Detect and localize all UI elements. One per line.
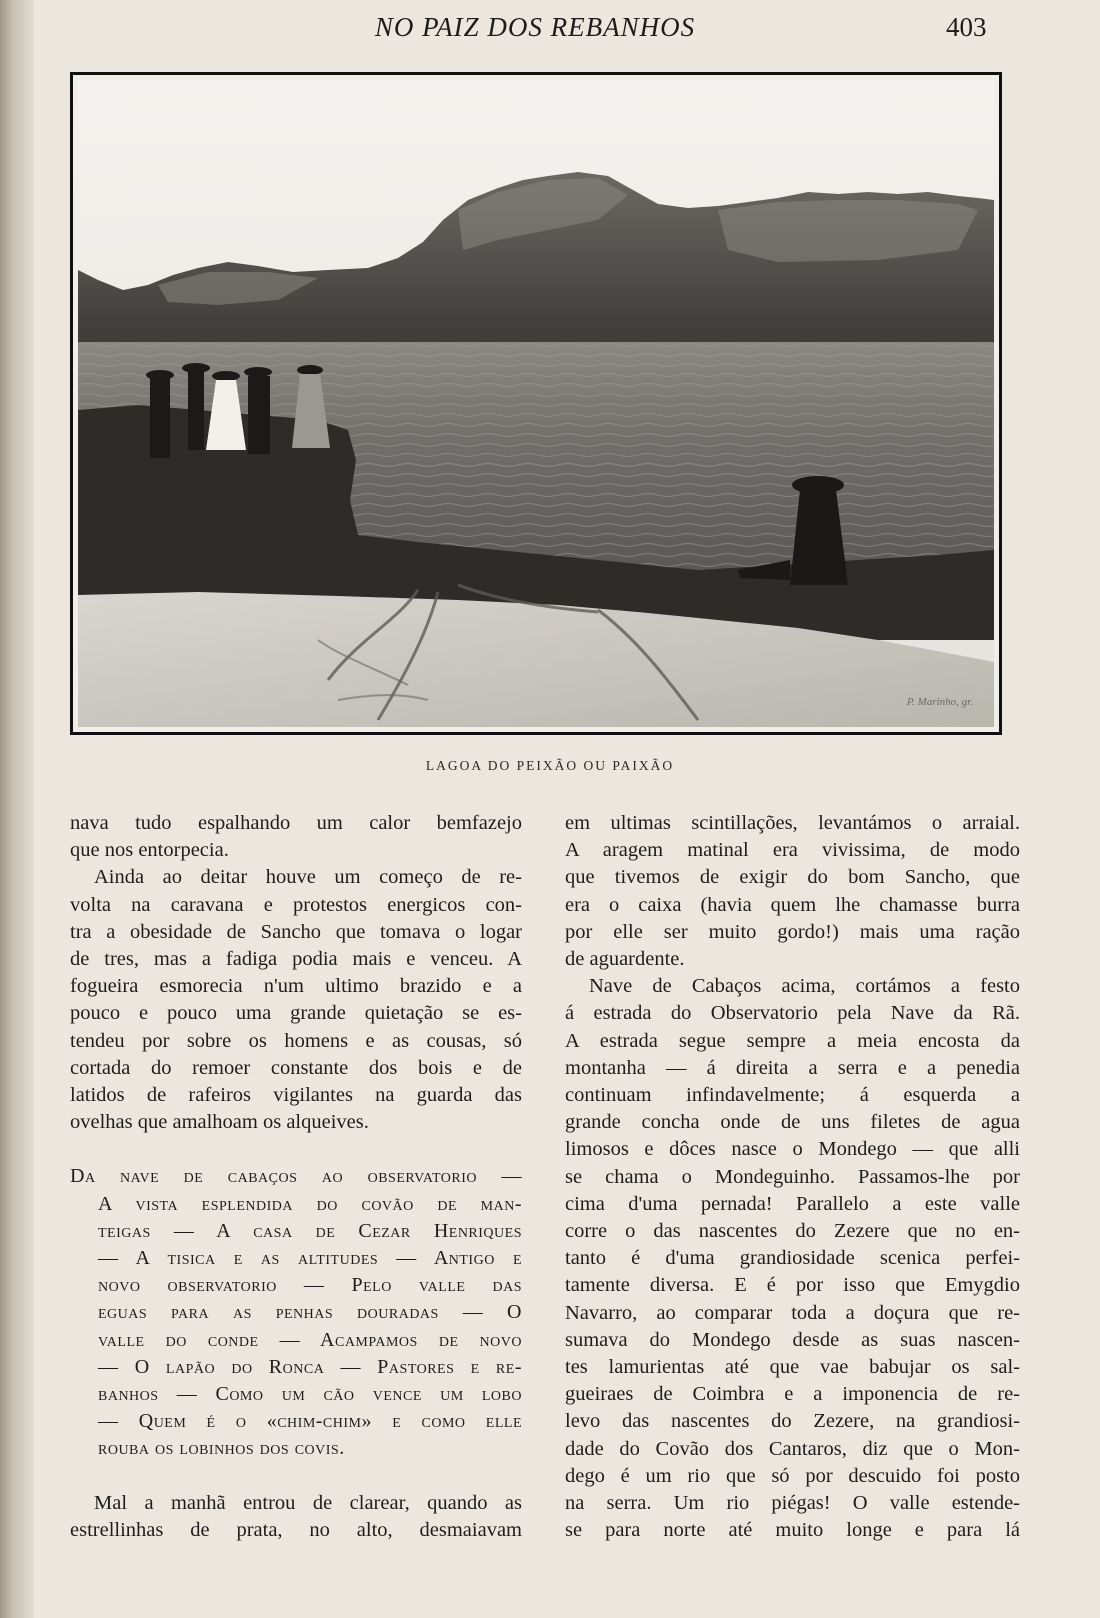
subhead-line: Da nave de cabaços ao observatorio — [70, 1165, 522, 1188]
right-paragraph-1 [565, 810, 1020, 973]
text-line: ovelhas que amalhoam os alqueives. [70, 1111, 369, 1134]
subhead-line: valle do conde — Acampamos de novo [98, 1328, 522, 1351]
right-paragraph-2 [565, 973, 1020, 1544]
running-header-title: NO PAIZ DOS REBANHOS [374, 12, 696, 42]
text-line: se chama o Mondeguinho. Passamos-lhe por [565, 1165, 1020, 1188]
lake-photograph [78, 80, 994, 727]
text-line: que tivemos de exigir do bom Sancho, que [565, 866, 1020, 889]
text-line: de tres, mas a fadiga podia mais e venceu. A [70, 948, 522, 971]
subhead-line: novo observatorio — Pelo valle das [98, 1274, 522, 1297]
far-shore-shadow [78, 328, 994, 342]
figure-caption: LAGOA DO PEIXÃO OU PAIXÃO [425, 758, 675, 773]
subhead-line: rouba os lobinhos dos covis. [98, 1437, 345, 1460]
text-line: A estrada segue sempre a meia encosta da [565, 1029, 1020, 1052]
text-line: tra a obesidade de Sancho que tomava o logar [70, 920, 522, 943]
subhead-line: — Quem é o «chim-chim» e como elle [98, 1410, 522, 1433]
text-line: fogueira esmorecia n'um ultimo brazido e a [70, 975, 522, 998]
text-line: dego é um rio que só por descuido foi posto [565, 1464, 1020, 1487]
text-line: de aguardente. [565, 948, 685, 971]
text-line: limosos e dôces nasce o Mondego — que alli [565, 1138, 1020, 1161]
page-number: 403 [946, 12, 987, 42]
text-line: estrellinhas de prata, no alto, desmaiavam [70, 1518, 522, 1541]
text-line: por elle ser muito gordo!) mais uma ração [565, 920, 1020, 943]
text-line: cima d'uma pernada! Parallelo a este valle [565, 1192, 1020, 1215]
text-line: tamente diversa. E é por isso que Emygdio [565, 1274, 1020, 1297]
text-line: A aragem matinal era vivissima, de modo [565, 839, 1020, 862]
left-paragraph-1 [70, 810, 522, 864]
engraver-signature: P. Marinho, gr. [906, 696, 973, 708]
text-line: cortada do remoer constante dos bois e de [70, 1056, 522, 1079]
text-line: gueiraes de Coimbra e a imponencia de re- [565, 1383, 1020, 1406]
subhead-line: banhos — Como um cão vence um lobo [98, 1383, 522, 1406]
left-paragraph-2 [70, 864, 522, 1136]
text-line: nava tudo espalhando um calor bemfazejo [70, 812, 522, 834]
text-line: que nos entorpecia. [70, 839, 229, 862]
text-line: tes lamurientas até que vae babujar os sal- [565, 1356, 1020, 1379]
right-column [565, 810, 1020, 1544]
left-column [70, 810, 522, 1544]
text-line: Mal a manhã entrou de clarear, quando as [94, 1491, 522, 1514]
text-line: Ainda ao deitar houve um começo de re- [94, 866, 522, 889]
text-line: sumava do Mondego desde as suas nascen- [565, 1328, 1020, 1351]
text-line: á estrada do Observatorio pela Nave da Rã. [565, 1002, 1020, 1025]
text-line: levo das nascentes do Zezere, na grandiosi- [565, 1410, 1020, 1433]
text-line: continuam infindavelmente; á esquerda a [565, 1084, 1020, 1107]
text-line: era o caixa (havia quem lhe chamasse burra [565, 893, 1020, 916]
text-line: se para norte até muito longe e para lá [565, 1519, 1020, 1542]
section-subheading [70, 1163, 522, 1462]
text-line: em ultimas scintillações, levantámos o arraial. [565, 812, 1020, 834]
text-line: corre o das nascentes do Zezere que no en- [565, 1220, 1020, 1243]
text-line: montanha — á direita a serra e a penedia [565, 1056, 1020, 1079]
text-line: tanto é d'uma grandiosidade scenica perfei- [565, 1247, 1020, 1270]
text-line: tendeu por sobre os homens e as cousas, só [70, 1029, 522, 1052]
subhead-line: teigas — A casa de Cezar Henriques [98, 1219, 522, 1242]
left-paragraph-3 [70, 1490, 522, 1544]
text-line: na serra. Um rio piégas! O valle estende- [565, 1492, 1020, 1515]
text-line: pouco e pouco uma grande quietação se es- [70, 1002, 522, 1025]
subhead-line: eguas para as penhas douradas — O [98, 1301, 522, 1324]
text-line: volta na caravana e protestos energicos con- [70, 893, 522, 916]
page-edge-shadow [0, 0, 34, 1618]
text-line: Navarro, ao comparar toda a doçura que re- [565, 1301, 1020, 1324]
photograph-frame [70, 72, 1002, 735]
text-line: grande concha onde de uns filetes de agua [565, 1111, 1020, 1134]
text-line: latidos de rafeiros vigilantes na guarda das [70, 1084, 522, 1107]
subhead-line: A vista esplendida do covão de man- [98, 1192, 522, 1215]
text-line: dade do Covão dos Cantaros, diz que o Mon- [565, 1437, 1020, 1460]
subhead-line: — A tisica e as altitudes — Antigo e [98, 1247, 522, 1270]
text-line: Nave de Cabaços acima, cortámos a festo [589, 975, 1020, 998]
subhead-line: — O lapão do Ronca — Pastores e re- [98, 1355, 522, 1378]
